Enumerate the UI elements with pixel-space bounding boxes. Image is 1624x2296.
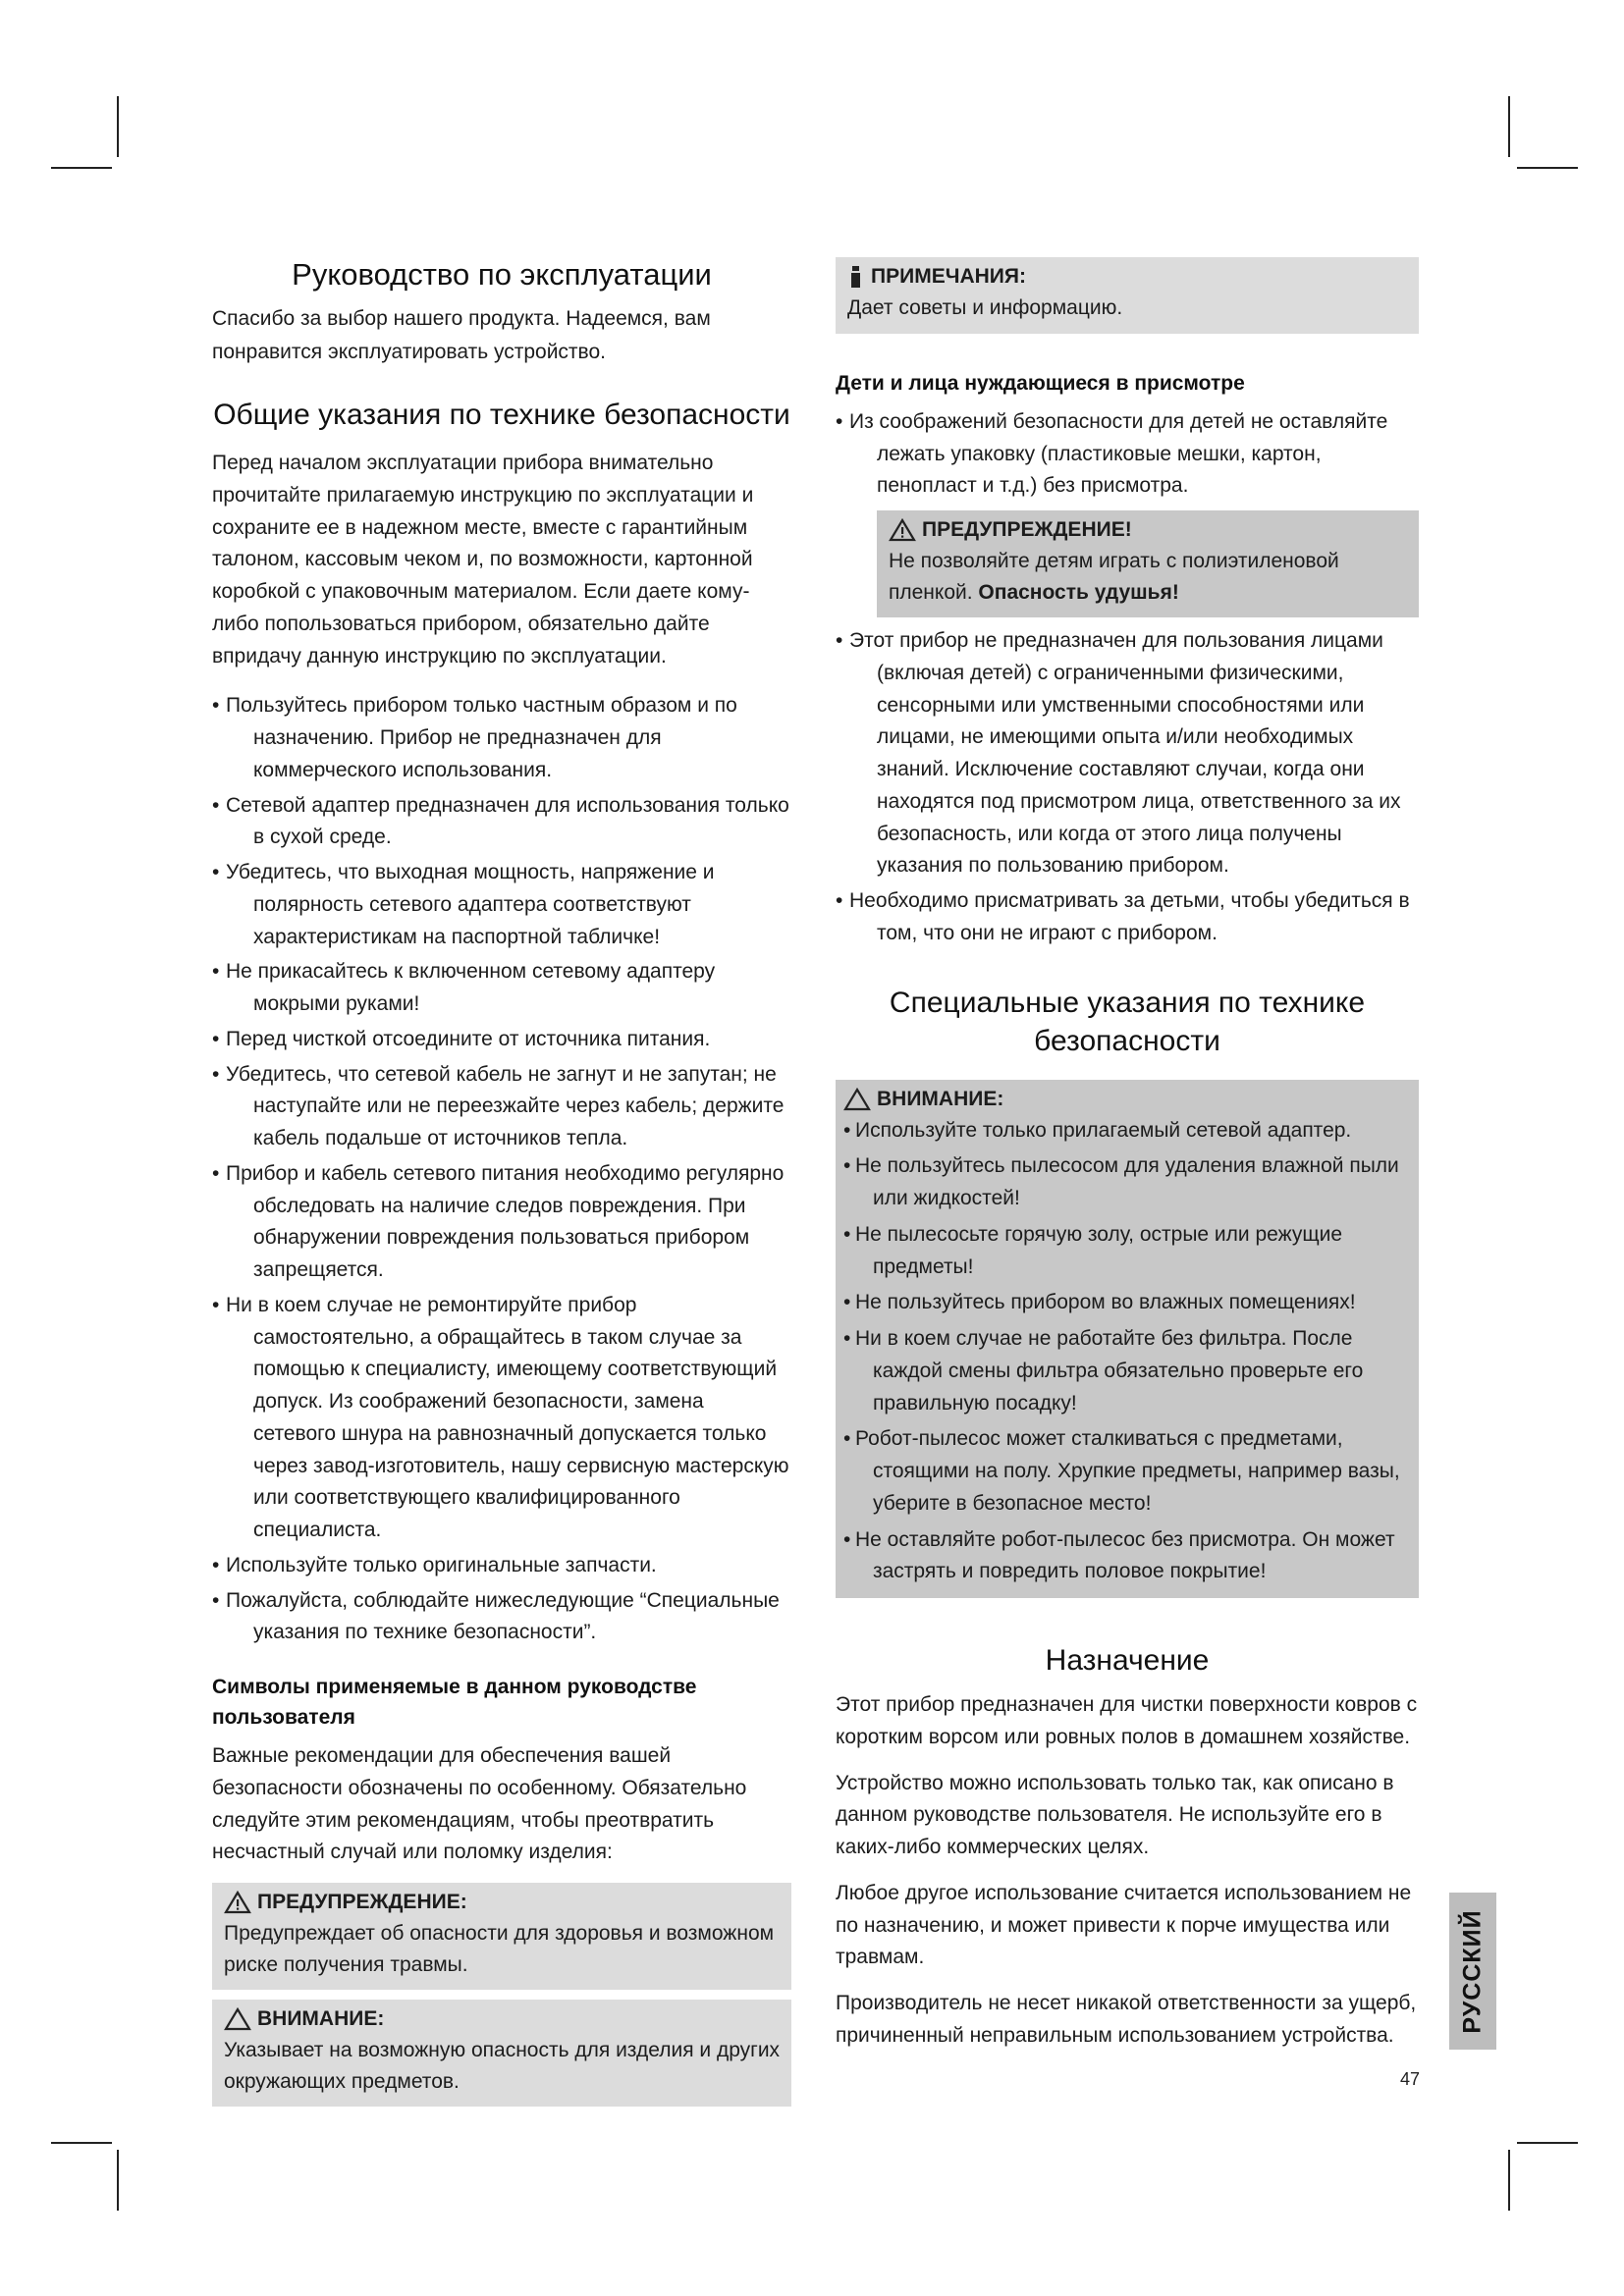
symbols-text: Важные рекомендации для обеспечения вашей безопасности обозначены по особенному. Обязательно следуйте этим рекомендациям, чтобы преотвратить несчастный случай или поломку изделия: xyxy=(212,1744,747,1864)
warning-box-text: Предупреждает об опасности для здоровья и возможном риске получения травмы. xyxy=(224,1922,775,1976)
caution-triangle-icon xyxy=(224,2007,251,2031)
crop-mark xyxy=(117,2150,119,2211)
caution-box-title: ВНИМАНИЕ: xyxy=(257,2007,385,2031)
intro-text: Спасибо за выбор нашего продукта. Надеемся, вам понравится эксплуатировать устройство. xyxy=(212,307,711,363)
children-bullets-1 xyxy=(836,406,1419,503)
list-item: • Из соображений безопасности для детей не оставляйте лежать упаковку (пластиковые мешки, картон, пенопласт и т.д.) без присмотра. xyxy=(836,406,1419,503)
symbols-title: Символы применяемые в данном руководстве пользователя xyxy=(212,1676,697,1729)
info-icon xyxy=(847,265,865,289)
purpose-paragraph: Устройство можно использовать только так, как описано в данном руководстве пользователя. Не используйте его в каких-либо коммерческих целях. xyxy=(836,1771,1394,1859)
list-item: • Ни в коем случае не работайте без фильтра. После каждой смены фильтра обязательно проверьте его правильную посадку! xyxy=(843,1323,1409,1419)
notes-box-text: Дает советы и информацию. xyxy=(847,296,1123,319)
children-warning-text: Не позволяйте детям играть с полиэтиленовой пленкой. xyxy=(889,550,1339,604)
left-column xyxy=(212,257,791,2107)
special-title xyxy=(836,984,1419,1060)
list-item: • Не пользуйтесь прибором во влажных помещениях! xyxy=(843,1287,1409,1319)
caution-triangle-icon xyxy=(843,1088,871,1111)
purpose-paragraph: Этот прибор предназначен для чистки поверхности ковров с коротким ворсом или ровных полов в домашнем хозяйстве. xyxy=(836,1693,1418,1748)
list-item: • Пожалуйста, соблюдайте нижеследующие “Специальные указания по технике безопасности”. xyxy=(212,1585,791,1650)
notes-box-title: ПРИМЕЧАНИЯ: xyxy=(871,265,1026,288)
purpose-paragraph: Любое другое использование считается использованием не по назначению, и может привести к порче имущества или травмам. xyxy=(836,1881,1412,1969)
language-tab xyxy=(1449,1893,1496,2050)
special-box-list xyxy=(843,1115,1409,1589)
list-item: • Этот прибор не предназначен для пользования лицами (включая детей) с ограниченными физическими, сенсорными или умственными способностями или лицами, не имеющими опыта и/или необходимых знаний. Исключение составляют случаи, когда они находятся под присмотром лица, ответственного за их безопасность, или когда от этого лица получены указания по пользованию прибором. xyxy=(836,625,1419,882)
children-warning-box xyxy=(877,510,1419,617)
list-item: • Используйте только прилагаемый сетевой адаптер. xyxy=(843,1115,1409,1148)
crop-mark xyxy=(51,2142,112,2144)
safety-intro: Перед началом эксплуатации прибора внимательно прочитайте прилагаемую инструкцию по эксплуатации и сохраните ее в надежном месте, вместе с гарантийным талоном, кассовым чеком и, по возможности, картонной коробкой с упаковочным материалом. Если даете кому-либо попользоваться прибором, обязательно дайте впридачу данную инструкцию по эксплуатации. xyxy=(212,452,754,667)
list-item: • Прибор и кабель сетевого питания необходимо регулярно обследовать на наличие следов повреждения. При обнаружении повреждения пользоваться прибором запрещяется. xyxy=(212,1158,791,1287)
list-item: • Не прикасайтесь к включенном сетевому адаптеру мокрыми руками! xyxy=(212,956,791,1021)
list-item: • Робот-пылесос может сталкиваться с предметами, стоящими на полу. Хрупкие предметы, например вазы, уберите в безопасное место! xyxy=(843,1423,1409,1520)
special-title-line2: безопасности xyxy=(1034,1024,1220,1057)
children-warning-title: ПРЕДУПРЕЖДЕНИЕ! xyxy=(922,518,1132,542)
list-item: • Сетевой адаптер предназначен для использования только в сухой среде. xyxy=(212,790,791,855)
warning-box xyxy=(212,1883,791,1990)
purpose-paragraph: Производитель не несет никакой ответственности за ущерб, причиненный неправильным использованием устройства. xyxy=(836,1992,1417,2047)
page-title: Руководство по эксплуатации xyxy=(292,257,712,292)
warning-box-title: ПРЕДУПРЕЖДЕНИЕ: xyxy=(257,1891,467,1914)
list-item: • Не оставляйте робот-пылесос без присмотра. Он может застрять и повредить половое покрытие! xyxy=(843,1524,1409,1589)
special-title-line1: Специальные указания по технике xyxy=(889,986,1366,1019)
special-box-title: ВНИМАНИЕ: xyxy=(877,1087,1004,1110)
list-item: • Перед чисткой отсоедините от источника питания. xyxy=(212,1024,791,1056)
page-number: 47 xyxy=(1400,2069,1421,2089)
list-item: • Пользуйтесь прибором только частным образом и по назначению. Прибор не предназначен для коммерческого использования. xyxy=(212,690,791,786)
warning-triangle-icon xyxy=(889,518,916,542)
crop-mark xyxy=(1508,2150,1510,2211)
caution-box-text: Указывает на возможную опасность для изделия и других окружающих предметов. xyxy=(224,2039,781,2093)
list-item: • Необходимо присматривать за детьми, чтобы убедиться в том, что они не играют с прибором. xyxy=(836,885,1419,950)
crop-mark xyxy=(1508,96,1510,157)
list-item: • Не пылесосьте горячую золу, острые или режущие предметы! xyxy=(843,1219,1409,1284)
crop-mark xyxy=(51,167,112,169)
notes-box xyxy=(836,257,1419,334)
crop-mark xyxy=(1517,2142,1578,2144)
language-tab-label: РУССКИЙ xyxy=(1458,1908,1487,2034)
safety-title: Общие указания по технике безопасности xyxy=(213,399,790,432)
crop-mark xyxy=(117,96,119,157)
children-bullets-2 xyxy=(836,625,1419,950)
purpose-title: Назначение xyxy=(1045,1644,1210,1678)
children-warning-bold: Опасность удушья! xyxy=(978,580,1179,604)
safety-bullets xyxy=(212,690,791,1649)
list-item: • Используйте только оригинальные запчасти. xyxy=(212,1550,791,1582)
list-item: • Убедитесь, что сетевой кабель не загнут и не запутан; не наступайте или не переезжайте через кабель; держите кабель подальше от источников тепла. xyxy=(212,1059,791,1155)
crop-mark xyxy=(1517,167,1578,169)
special-caution-box xyxy=(836,1080,1419,1599)
warning-triangle-icon xyxy=(224,1891,251,1914)
list-item: • Убедитесь, что выходная мощность, напряжение и полярность сетевого адаптера соответствуют характеристикам на паспортной табличке! xyxy=(212,857,791,953)
list-item: • Не пользуйтесь пылесосом для удаления влажной пыли или жидкостей! xyxy=(843,1150,1409,1215)
caution-box xyxy=(212,2000,791,2107)
list-item: • Ни в коем случае не ремонтируйте прибор самостоятельно, а обращайтесь в таком случае за помощью к специалисту, имеющему соответствующий допуск. Из соображений безопасности, замена сетевого шнура на равнозначный допускается только через завод-изготовитель, нашу сервисную мастерскую или соответствующего квалифицированного специалиста. xyxy=(212,1290,791,1547)
right-column xyxy=(836,257,1419,2066)
children-title: Дети и лица нуждающиеся в присмотре xyxy=(836,371,1245,395)
